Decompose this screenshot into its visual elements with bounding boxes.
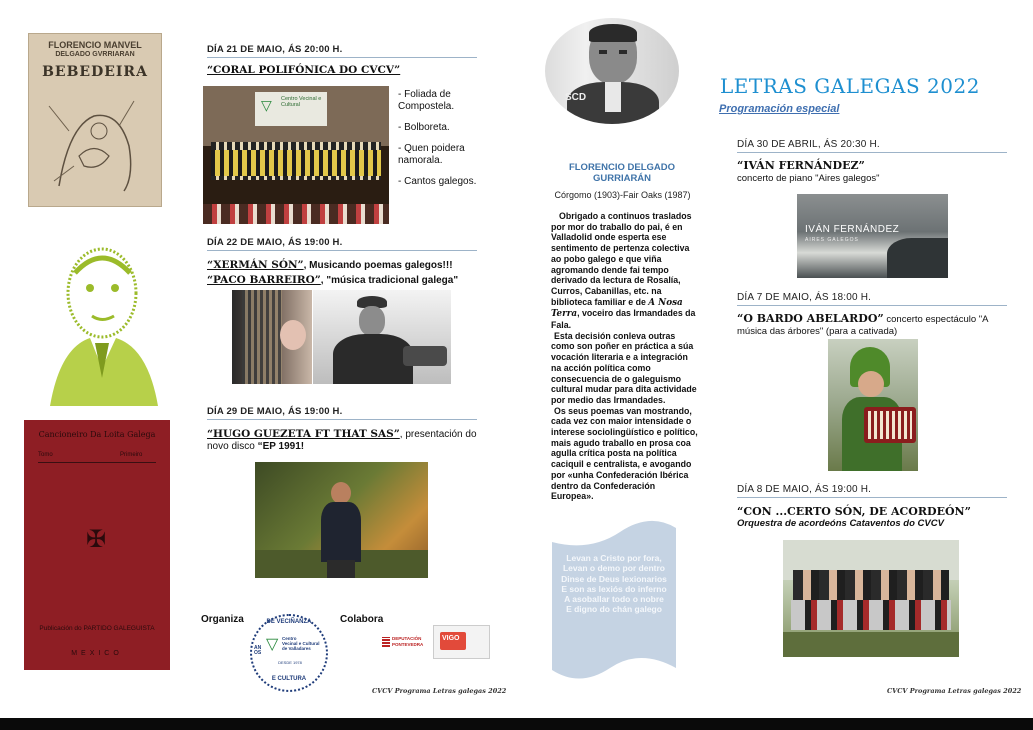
poem-line-6: E digno do chán galego <box>566 604 662 615</box>
bio-name: FLORENCIO DELGADO GURRIARÁN <box>568 162 676 184</box>
bio-paragraph-3: Os seus poemas van mostrando, cada vez con maior intensidade o interese sociolingüístico e político, mais agudo traballo en prosa coa agulla crítica posta na política caciquil e centralista, e avogando por «unha Confederación Ibérica dentro da Confederación Europea». <box>551 405 698 502</box>
event-title-acordeon: “CON ...CERTO SÓN, DE ACORDEÓN” <box>737 505 971 518</box>
logo-ring-top: DE VECIÑANZA <box>266 619 312 625</box>
logo-center-3: de Valladares <box>282 646 311 651</box>
song-item-1: - Foliada de Compostela. <box>398 89 455 112</box>
header-subtitle: Programación especial <box>719 103 840 115</box>
poem-line-3: Dinse de Deus lexionarios <box>561 573 667 584</box>
cancioneiro-emblem: ✠ <box>85 526 107 553</box>
song-item-4: - Cantos galegos. <box>398 176 477 187</box>
event-desc-hugo: , presentación do novo disco <box>207 429 477 452</box>
event-title-ivan: “IVÁN FERNÁNDEZ” <box>737 159 865 172</box>
event-date-apr30: DÍA 30 DE ABRIL, ÁS 20:30 H. <box>737 139 1007 153</box>
sponsor-deputacion-text: DEPUTACIÓN PONTEVEDRA <box>392 636 424 647</box>
signature-right: CVCV Programa Letras galegas 2022 <box>887 687 1022 695</box>
book-cover-cancioneiro <box>24 420 170 670</box>
bottom-border <box>0 718 1033 730</box>
event-date-may8: DÍA 8 DE MAIO, ÁS 19:00 H. <box>737 484 1007 498</box>
bio-places: Córgomo (1903)-Fair Oaks (1987) <box>554 190 691 200</box>
event-date-may29: DÍA 29 DE MAIO, ÁS 19:00 H. <box>207 406 477 420</box>
poem-line-2: Levan o demo por dentro <box>562 563 665 574</box>
poem-line-5: A asoballar todo o nobre <box>564 594 664 605</box>
bio-paragraph-2: Esta decisión conleva outras como son poñer en práctica a súa vocación literaria e a integración na acción política como consecuencia de o galeguismo cultural mudar para dita actividade por medio das Irmandades. <box>551 330 697 405</box>
book-illustration <box>39 86 151 196</box>
cancioneiro-city: MEXICO <box>71 650 123 657</box>
logo-center-2: Vecinal e Cultural <box>282 641 320 646</box>
event-title-xerman: “XERMÁN SÓN” <box>207 259 304 271</box>
bardo-photo <box>828 339 918 471</box>
portrait-mural <box>545 18 679 124</box>
green-portrait-illustration <box>30 228 165 408</box>
book-author-line1: FLORENCIO MANVEL <box>48 40 142 50</box>
paco-photo <box>313 290 451 384</box>
logo-triangle-icon: ▽ <box>266 636 279 653</box>
acordeon-photo <box>783 540 959 657</box>
colabora-label: Colabora <box>340 614 384 625</box>
event-date-may21: DÍA 21 DE MAIO, ÁS 20:00 H. <box>207 44 477 58</box>
sponsor-vigo <box>433 625 490 659</box>
logo-ring-left: ANOS <box>254 645 262 656</box>
event-desc-xerman: , Musicando poemas galegos!!! <box>303 260 453 271</box>
book-cover-bebedeira <box>28 33 162 207</box>
song-item-3: - Quen poidera namorala. <box>398 143 465 166</box>
event-desc-ivan: concerto de piano "Aires galegos" <box>737 173 880 184</box>
album-title: IVÁN FERNÁNDEZ <box>805 224 900 235</box>
event-title-hugo: “HUGO GUEZETA FT THAT SAS” <box>207 428 400 440</box>
book-author-line2: DELGADO GVRRIARAN <box>55 51 135 58</box>
organiza-label: Organiza <box>201 614 244 625</box>
sponsor-vigo-text: VIGO <box>442 635 460 642</box>
sponsor-deputacion <box>382 634 430 650</box>
bio-paragraph-1-italic: A Nosa Terra <box>551 297 683 320</box>
album-subtitle: AIRES GALEGOS <box>805 237 859 243</box>
cancioneiro-primeiro: Primeiro <box>120 452 143 458</box>
event-date-may7: DÍA 7 DE MAIO, ÁS 18:00 H. <box>737 292 1007 306</box>
coral-banner-text: Centro Vecinal e Cultural <box>281 96 322 108</box>
event-desc-acordeon: Orquestra de acordeóns Cataventos do CVCV <box>737 518 944 529</box>
logo-center-1: Centro <box>282 636 297 641</box>
coral-banner-logo: ▽ <box>261 97 272 113</box>
cvcv-logo <box>250 614 328 692</box>
logo-small-text: DESDE 1978 <box>278 660 302 665</box>
cancioneiro-title: Cancioneiro Da Loita Galega <box>38 430 156 439</box>
xerman-photo <box>232 290 312 384</box>
event-desc-paco: , "música tradicional galega" <box>320 275 459 286</box>
event-title-paco: “PACO BARREIRO” <box>207 274 321 286</box>
header-title: LETRAS GALEGAS 2022 <box>720 74 980 98</box>
coral-photo <box>203 86 389 224</box>
event-date-may22: DÍA 22 DE MAIO, ÁS 19:00 H. <box>207 237 477 251</box>
logo-ring-bottom: E CULTURA <box>271 676 307 682</box>
bio-paragraph-1: Obrigado a continuos traslados por mor do traballo do pai, é en Valladolid onde esperta ese sentimento de pertenza colectiva ao pobo galego e que viña agromando dende fai tempo derivado da lectura de Rosalía, Curros, Cabanillas, etc. na biblioteca familiar e de <box>551 211 692 307</box>
poem-line-1: Levan a Cristo por fora, <box>566 553 662 563</box>
cancioneiro-tomo: Tomo <box>38 452 53 458</box>
signature-mid: CVCV Programa Letras galegas 2022 <box>372 687 507 695</box>
ivan-album-cover <box>797 194 948 278</box>
cancioneiro-publisher: Publicación do PARTIDO GALEGUISTA <box>39 625 155 632</box>
event-desc-bardo: concerto espectáculo "A música das árbores" (para a cativada) <box>737 314 988 337</box>
song-item-2: - Bolboreta. <box>398 122 450 133</box>
event-desc-hugo-disc: “EP 1991! <box>257 441 305 452</box>
book-title: BEBEDEIRA <box>42 64 148 80</box>
hugo-photo <box>255 462 428 578</box>
portrait-caption: SCD <box>565 92 587 103</box>
poem-line-4: E son as lexiós do inferno <box>561 583 667 594</box>
event-title-coral: “CORAL POLIFÓNICA DO CVCV” <box>207 64 401 76</box>
bio-paragraph-1-end: , voceiro das Irmandades da Fala. <box>551 308 696 331</box>
event-title-bardo: “O BARDO ABELARDO” <box>737 312 884 325</box>
